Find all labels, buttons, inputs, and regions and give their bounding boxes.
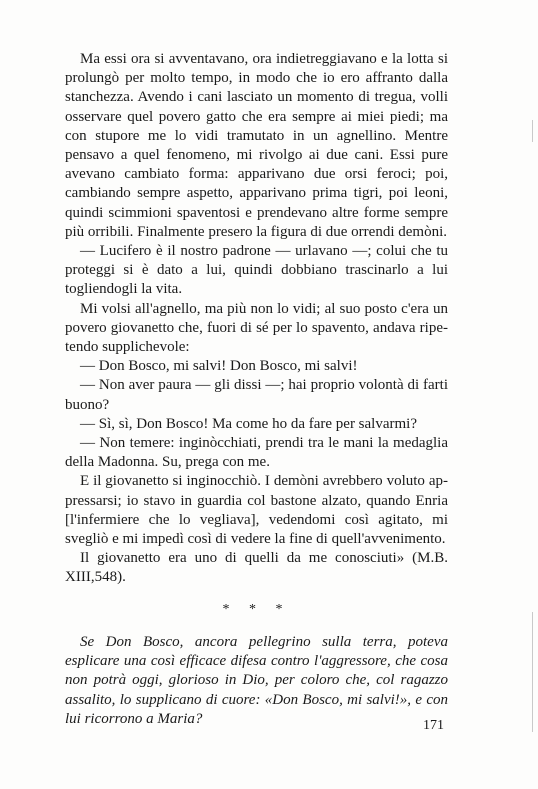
section-separator: * * *	[222, 601, 291, 617]
paragraph: — Lucifero è il nostro padrone — urlavano —; colui che tu proteggi si è dato a lui, quindi dobbiano trascinarlo a lui togliendogli la vita.	[65, 243, 448, 298]
paragraph: E il giovanetto si inginocchiò. I demòni avrebbero voluto appressarsi; io stavo in guardia col bastone alzato, quando Enria [l'infermiere che lo vegliava], vedendomi così agitato, mi svegliò e mi impedì così di vedere la fine di quell'avvenimento.	[65, 473, 448, 548]
paragraph: — Non temere: inginòcchiati, prendi tra le mani la medaglia della Madonna. Su, prega con me.	[65, 435, 448, 471]
closing-paragraph: Se Don Bosco, ancora pellegrino sulla terra, poteva esplicare una così efficace difesa contro l'aggressore, che cosa non potrà oggi, glorioso in Dio, per coloro che, col ragazzo assalito, lo supplicano di cuore: «Don Bosco, mi salvi!», e con lui ricorrono a Maria?	[65, 633, 448, 727]
paragraph: — Sì, sì, Don Bosco! Ma come ho da fare per salvarmi?	[80, 415, 417, 432]
page-edge-mark	[532, 120, 533, 142]
paragraph: Il giovanetto era uno di quelli da me conosciuti» (M.B. XIII,548).	[65, 550, 448, 586]
page-edge-mark	[532, 612, 533, 732]
body-text	[65, 50, 448, 729]
paragraph: — Non aver paura — gli dissi —; hai proprio volontà di farti buono?	[65, 377, 448, 413]
paragraph: Mi volsi all'agnello, ma più non lo vidi; al suo posto c'era un povero giovanetto che, fuori di sé per lo spavento, andava ripetendo supplichevole:	[65, 300, 448, 356]
paragraph: — Don Bosco, mi salvi! Don Bosco, mi salvi!	[80, 358, 358, 375]
paragraph: Ma essi ora si avventavano, ora indietreggiavano e la lotta si prolungò per molto tempo, in modo che io ero affranto dalla stanchezza. Avendo i cani lasciato un momento di tregua, volli osservare quel povero gatto che era sempre ai miei piedi; ma con stupore me lo vidi tramutato in un agnellino. Mentre pensavo a quel fenomeno, mi rivolgo ai due cani. Essi pure avevano cambiato forma: apparivano due orsi feroci; poi, cambiando sempre aspetto, apparivano prima tigri, poi leoni, quindi scimmioni spaventosi e prendevano altre forme sempre più orribili. Finalmente presero la figura di due orrendi demòni.	[65, 51, 448, 240]
page-number: 171	[423, 718, 444, 733]
